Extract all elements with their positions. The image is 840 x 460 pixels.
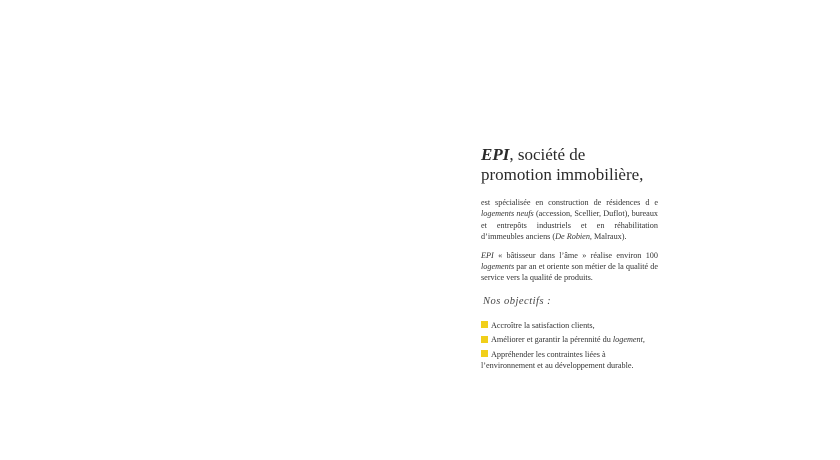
company-paragraph: [481, 250, 658, 284]
para2-italic: logements: [481, 262, 515, 272]
square-bullet-icon: [481, 350, 488, 357]
intro-paragraph: [481, 197, 658, 243]
headline-text: , société de promotion immobilière,: [481, 145, 644, 184]
objective-text: Appréhender les contraintes liées à l’environnement et au développement durable.: [481, 349, 634, 371]
text-column: [481, 145, 658, 374]
para2-text-2: par an et oriente son métier de la qualité de service vers la qualité de produits.: [481, 262, 658, 283]
objectives-title: Nos objectifs :: [483, 295, 552, 307]
intro-text-3: , Malraux).: [589, 232, 627, 242]
intro-text-1: est spécialisée en construction de résidences d e: [481, 198, 658, 207]
intro-italic-2: De Robien: [555, 232, 590, 242]
list-item: [481, 349, 658, 372]
list-item: [481, 334, 658, 345]
objective-text: Accroître la satisfaction clients,: [491, 320, 595, 330]
para2-brand: EPI: [481, 250, 494, 260]
brand-name: EPI: [481, 145, 510, 164]
objective-text: Améliorer et garantir la pérennité du: [491, 335, 613, 345]
square-bullet-icon: [481, 336, 488, 343]
objectives-list: [481, 320, 658, 372]
objective-text-end: ,: [642, 335, 645, 345]
square-bullet-icon: [481, 321, 488, 328]
para2-text-1: « bâtisseur dans l’âme » réalise environ 100: [493, 250, 658, 260]
intro-text-2: (accession, Scellier, Duflot), bureaux et entrepôts industriels et en réhabilitation d’immeubles anciens (: [481, 209, 659, 242]
objective-italic: logement: [612, 335, 643, 345]
intro-italic-1: logements neufs: [481, 209, 534, 219]
page-headline: [481, 145, 658, 185]
list-item: [481, 320, 658, 331]
